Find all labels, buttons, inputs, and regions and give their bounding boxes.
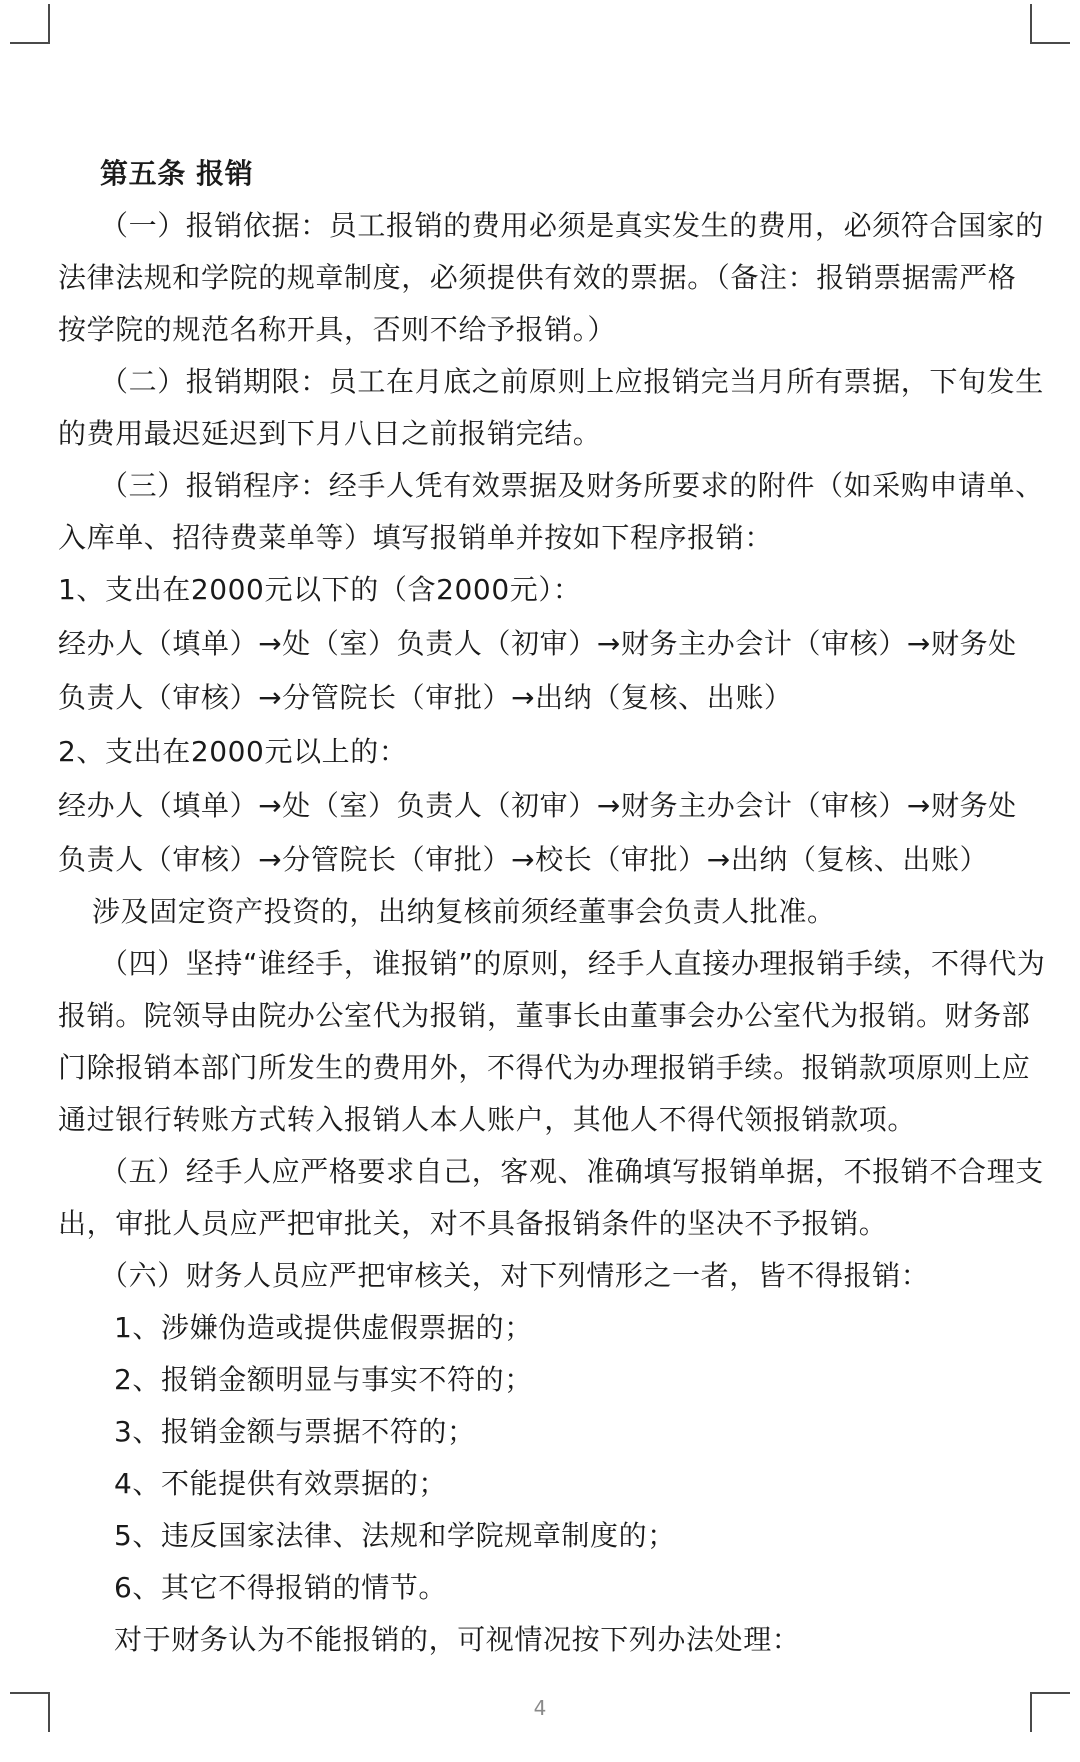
crop-mark-top-right-v: [1030, 4, 1032, 44]
text-line: 4、不能提供有效票据的；: [114, 1467, 448, 1500]
text-line: 出，审批人员应严把审批关，对不具备报销条件的坚决不予报销。: [58, 1207, 888, 1240]
text-line: 门除报销本部门所发生的费用外，不得代为办理报销手续。报销款项原则上应: [58, 1051, 1031, 1084]
text-line: 通过银行转账方式转入报销人本人账户，其他人不得代领报销款项。: [58, 1103, 917, 1136]
text-line: 负责人（审核）→分管院长（审批）→校长（审批）→出纳（复核、出账）: [58, 843, 989, 876]
text-line: 法律法规和学院的规章制度，必须提供有效的票据。（备注：报销票据需严格: [58, 261, 1017, 294]
text-line: 1、涉嫌伪造或提供虚假票据的；: [114, 1311, 533, 1344]
text-line: 经办人（填单）→处（室）负责人（初审）→财务主办会计（审核）→财务处: [58, 627, 1017, 660]
text-line: 经办人（填单）→处（室）负责人（初审）→财务主办会计（审核）→财务处: [58, 789, 1017, 822]
text-line: （二）报销期限：员工在月底之前原则上应报销完当月所有票据，下旬发生: [100, 365, 1044, 398]
text-line: 5、违反国家法律、法规和学院规章制度的；: [114, 1519, 676, 1552]
text-line: 1、支出在2000元以下的（含2000元）：: [58, 573, 582, 606]
text-line: （三）报销程序：经手人凭有效票据及财务所要求的附件（如采购申请单、: [100, 469, 1044, 502]
crop-mark-bottom-left-h: [10, 1692, 50, 1694]
text-line: 的费用最迟延迟到下月八日之前报销完结。: [58, 417, 602, 450]
text-line: （六）财务人员应严把审核关，对下列情形之一者，皆不得报销：: [100, 1259, 930, 1292]
text-line: 入库单、招待费菜单等）填写报销单并按如下程序报销：: [58, 521, 774, 554]
text-line: 涉及固定资产投资的，出纳复核前须经董事会负责人批准。: [92, 895, 836, 928]
text-line: 对于财务认为不能报销的，可视情况按下列办法处理：: [114, 1623, 801, 1656]
text-line: 2、支出在2000元以上的：: [58, 735, 408, 768]
text-line: （四）坚持“谁经手，谁报销”的原则，经手人直接办理报销手续，不得代为: [100, 947, 1046, 980]
page-number: 4: [533, 1696, 547, 1720]
crop-mark-bottom-right-h: [1030, 1692, 1070, 1694]
text-line: 负责人（审核）→分管院长（审批）→出纳（复核、出账）: [58, 681, 793, 714]
text-line: 6、其它不得报销的情节。: [114, 1571, 448, 1604]
article-title: 第五条 报销: [100, 157, 254, 190]
crop-mark-top-left-v: [48, 4, 50, 44]
crop-mark-top-left-h: [10, 42, 50, 44]
text-line: 3、报销金额与票据不符的；: [114, 1415, 476, 1448]
text-line: 报销。院领导由院办公室代为报销，董事长由董事会办公室代为报销。财务部: [58, 999, 1031, 1032]
text-line: （一）报销依据：员工报销的费用必须是真实发生的费用，必须符合国家的: [100, 209, 1044, 242]
crop-mark-top-right-h: [1030, 42, 1070, 44]
text-line: 按学院的规范名称开具，否则不给予报销。）: [58, 313, 617, 346]
text-line: 2、报销金额明显与事实不符的；: [114, 1363, 533, 1396]
text-line: （五）经手人应严格要求自己，客观、准确填写报销单据，不报销不合理支: [100, 1155, 1044, 1188]
